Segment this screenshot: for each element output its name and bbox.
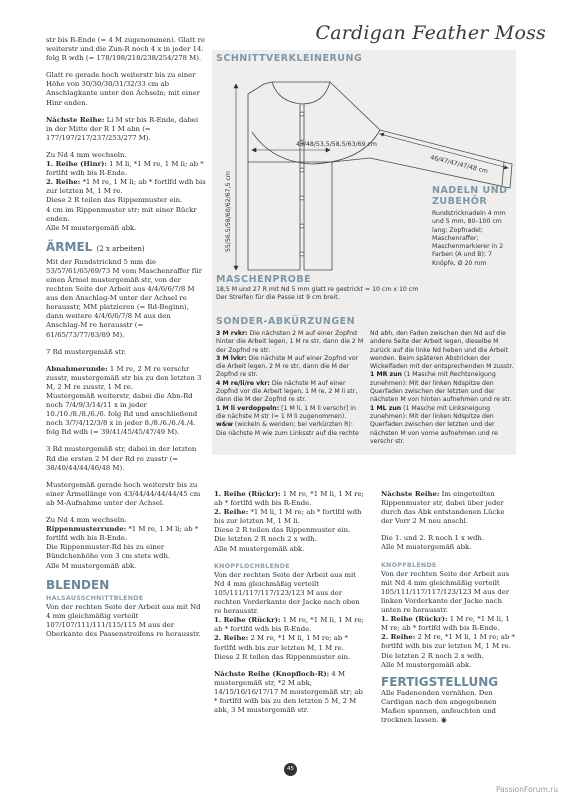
schnitt-heading: SCHNITTVERKLEINERUNG (216, 53, 363, 64)
probe-text: 18,5 M und 27 R mit Nd 5 mm glatt re gestrickt = 10 cm x 10 cm Der Streifen für die Passe ist 9 cm breit. (216, 286, 419, 302)
page-title: Cardigan Feather Moss (315, 22, 546, 44)
abbrev-col-1: 3 M rvkr: Die nächsten 2 M auf einer Zopfnd hinter die Arbeit legen, 1 M re str, dann die 2 M der Zopfnd re str. 3 M lvkr: Die nächste M auf einer Zopfnd vor die Arbeit legen, 2 M re str, dann die M der Zopfnd re str. 4 M re/li/re vkr: Die nächste M auf einer Zopfnd vor die Arbeit legen, 1 M re, 2 M li str, dann die M der Zopfnd re str. 1 M li verdoppeln: [1 M li, 1 M li verschr] in die nächste M str (= 1 M li zugenommen). w&w (wickeln & wenden; bei verkürzten R): Die nächste M wie zum Linksstr auf die rechte (216, 330, 364, 437)
paragraph: 3 Rd mustergemäß str, dabei in der letzten Rd die ersten 2 M der Rd re zusstr (= 38/40/44/44/46/48 M). (46, 445, 197, 472)
body-outline (248, 94, 272, 270)
paragraph: 1. Reihe (Rückr): 1 M re, *1 M li, 1 M re; ab * fortlfd wdh bis R-Ende. 2. Reihe: *1 M li, 1 M re; ab * fortlfd wdh bis zur letzten M, 1 M li. Diese 2 R teilen das Rippenmuster ein. Die letzten 2 R noch 2 x wdh. Alle M mustergemäß abk. (214, 490, 364, 553)
subheading-halsausschnitt: HALSAUSSCHNITTBLENDE (46, 594, 144, 602)
paragraph: Zu Nd 4 mm wechseln. 1. Reihe (Hinr): 1 M li, *1 M re, 1 M li; ab * fortlfd wdh bis R-Ende. 2. Reihe: *1 M re, 1 M li; ab * fortlfd wdh bis zur letzten M, 1 M re. Diese 2 R teilen das Rippenmuster ein. 4 cm im Rippenmuster str; mit einer Rückr enden. Alle M mustergemäß abk. (46, 150, 206, 232)
middle-column (214, 490, 364, 723)
watermark: PassionForum.ru (495, 785, 558, 794)
subheading-knopfblende: KNOPFBLENDE (381, 561, 437, 569)
button-icon (300, 252, 304, 256)
paragraph: Nächste Reihe: Li M str bis R-Ende, dabei in der Mitte der R 1 M abn (= 177/197/217/237/253/277 M). (46, 115, 199, 142)
paragraph: Von der rechten Seite der Arbeit aus mit Nd 4 mm gleichmäßig verteilt 105/111/117/117/123/123 M aus der rechten Vorderkante der Jacke nach oben re herausstr. 1. Reihe (Rückr): 1 M re, *1 M li, 1 M re; ab * fortlfd wdh bis R-Ende. 2. Reihe: 2 M re, *1 M li, 1 M re; ab * fortlfd wdh bis zur letzten M, 1 M re. Diese 2 R teilen das Rippenmuster ein. (214, 570, 364, 661)
paragraph: Mit der Rundstricknd 5 mm die 53/57/61/65/69/73 M vom Maschenraffer für einen Ärmel mustergemäß str, von der rechten Seite der Arbeit aus 4/4/6/6/7/8 M aus den Anschlag-M unter der Achsel re herausstr, MM platzieren (= Rd-Beginn), dann weitere 4/4/6/6/7/8 M aus den Anschlag-M re herausstr (= 61/65/73/77/83/89 M). (46, 257, 203, 339)
nadeln-heading: NADELN UND ZUBEHÖR (432, 185, 508, 207)
neckline (272, 82, 330, 104)
button-icon (300, 112, 304, 116)
nadeln-text: Rundstricknadeln 4 mm und 5 mm, 80–100 cm lang; Zopfnadel; Maschenraffer; Maschenmarkierer in 2 Farben (A und B); 7 Knöpfe, Ø 20 mm (432, 210, 506, 267)
paragraph: Von der rechten Seite der Arbeit aus mit Nd 4 mm gleichmäßig verteilt 107/107/111/111/115/115 M aus der Oberkante des Passenstreifens re herausstr. (46, 602, 201, 638)
paragraph: Abnahmerunde: 1 M re, 2 M re verschr zusstr, mustergemäß str bis zu den letzten 3 M, 2 M re zusstr, 1 M re. Mustergemäß weiterstr, dabei die Abn-Rd noch 7/4/9/3/14/11 x in jeder 10./10./8./8./6./6. folg Rd und anschließend noch 3/7/4/12/3/8 x in jeder 8./8./6./6./4./4. folg Rd wdh (= 39/41/45/45/47/49 M). (46, 364, 202, 437)
sonder-heading: SONDER-ABKÜRZUNGEN (216, 316, 356, 327)
paragraph: Alle Fadenenden vernähen. Den Cardigan nach den angegebenen Maßen spannen, anfeuchten und trocknen lassen. ◉ (381, 688, 497, 725)
paragraph: Mustergemäß gerade hoch weiterstr bis zu einer Ärmellänge von 43/44/44/44/44/45 cm ab M-Aufnahme unter der Achsel. (46, 480, 201, 507)
sleeve-label: 46/47/47/47/48 cm (429, 154, 489, 176)
paragraph: Nächste Reihe (Knopfloch-R): 4 M mustergemäß str, *2 M abk, 14/15/16/16/17/17 M mustergemäß str; ab * fortlfd wdh bis zu den letzten 5 M, 2 M abk, 3 M mustergemäß str. (214, 669, 363, 715)
paragraph: Von der rechten Seite der Arbeit aus mit Nd 4 mm gleichmäßig verteilt 105/111/117/117/123/123 M aus der linken Vorderkante der Jacke nach unten re herausstr. 1. Reihe (Rückr): 1 M re, *1 M li, 1 M re; ab * fortlfd wdh bis R-Ende. 2. Reihe: 2 M re, *1 M li, 1 M re; ab * fortlfd wdh bis zur letzten M, 1 M re. Die letzten 2 R noch 2 x wdh. Alle M mustergemäß abk. (381, 569, 515, 669)
button-icon (300, 168, 304, 172)
paragraph: 7 Rd mustergemäß str. (46, 347, 126, 356)
button-icon (300, 196, 304, 200)
end-mark-icon: ◉ (440, 716, 447, 725)
section-heading-fertigstellung: FERTIGSTELLUNG (381, 674, 499, 689)
probe-heading: MASCHENPROBE (216, 274, 312, 285)
left-column (46, 36, 206, 647)
paragraph: str bis R-Ende (= 4 M zugenommen). Glatt re weiterstr und die Zun-R noch 4 x in jeder 14. folg R wdh (= 178/198/218/238/254/278 M). (46, 36, 205, 63)
section-heading-blenden: BLENDEN (46, 577, 110, 592)
section-heading-aermel: ÄRMEL (2 x arbeiten) (46, 239, 145, 254)
button-icon (300, 224, 304, 228)
width-label: 43/48/53,5/58,5/63/69 cm (296, 141, 377, 148)
shoulder-line (248, 82, 272, 94)
paragraph: Nächste Reihe: Im eingeteilten Rippenmuster str, dabei über jeder durch das Abk entstandenen Lücke der Vorr 2 M neu anschl. (381, 490, 505, 526)
abbrev-col-2: Nd abh, den Faden zwischen den Nd auf die andere Seite der Arbeit legen, dieselbe M zurück auf die linke Nd heben und die Arbeit wenden. Beim späteren Abstricken der Wickelfaden mit der entsprechenden M zusstr. 1 MR zun (1 Masche mit Rechtsneigung zunehmen): Mit der linken Ndspitze den Querfaden zwischen der letzten und der nächsten M von hinten aufnehmen und re str. 1 ML zun (1 Masche mit Linksneigung zunehmen): Mit der linken Ndspitze den Querfaden zwischen der letzten und der nächsten M von vorne aufnehmen und re verschr str. (370, 330, 514, 445)
height-label: 55/56,5/58/60/62/67,5 cm (225, 171, 232, 252)
subheading-knopfloch: KNOPFLOCHBLENDE (214, 562, 290, 570)
right-column (381, 490, 516, 733)
page-number: 45 (284, 763, 297, 776)
paragraph: Die 1. und 2. R noch 1 x wdh. Alle M mustergemäß abk. (381, 534, 485, 552)
paragraph: Zu Nd 4 mm wechseln. Rippenmusterrunde: *1 M re, 1 M li; ab * fortlfd wdh bis R-Ende. Die Rippenmuster-Rd bis zu einer Bündchenhöhe von 3 cm stets wdh. Alle M mustergemäß abk. (46, 516, 199, 570)
paragraph: Glatt re gerade hoch weiterstr bis zu einer Höhe von 30/30/30/31/32/33 cm ab Anschlagkante unter den Achseln; mit einer Hinr enden. (46, 71, 200, 107)
